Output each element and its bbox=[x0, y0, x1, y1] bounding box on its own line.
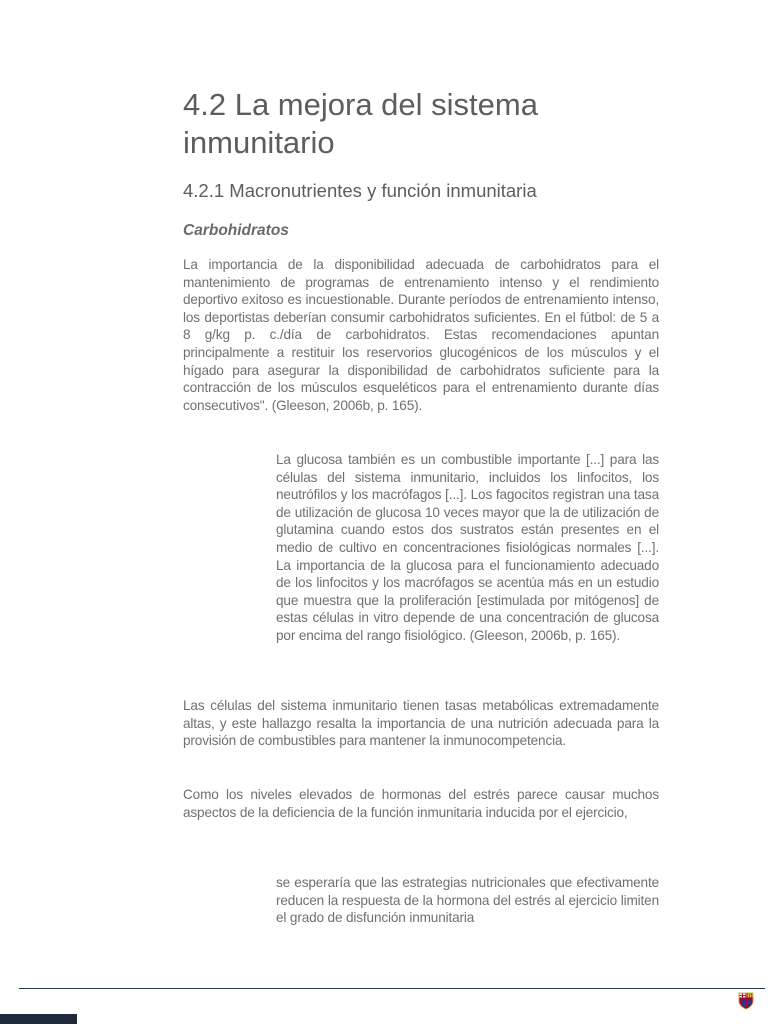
block-quote-2: se esperaría que las estrategias nutricionales que efectivamente reducen la respuesta de la hormona del estrés al ejercicio limiten el grado de disfunción inmunitaria bbox=[276, 875, 659, 926]
block-quote-1: La glucosa también es un combustible importante [...] para las células del sistema inmunitario, incluidos los linfocitos, los neutrófilos y los macrófagos [...]. Los fagocitos registran una tasa de utilización de glucosa 10 veces mayor que la de utilización de glutamina cuando estos dos sustratos están presentes en el medio de cultivo en concentraciones fisiológicas normales [...]. La importancia de la glucosa para el funcionamiento adecuado de los linfocitos y los macrófagos se acentúa más en un estudio que muestra que la proliferación [estimulada por mitógenos] de estas células in vitro depende de una concentración de glucosa por encima del rango fisiológico. (Gleeson, 2006b, p. 165). bbox=[276, 452, 659, 643]
footer-tab bbox=[0, 1014, 77, 1024]
body-paragraph-3: Como los niveles elevados de hormonas del estrés parece causar muchos aspectos de la deficiencia de la función inmunitaria inducida por el ejercicio, bbox=[183, 787, 659, 820]
body-paragraph-1: La importancia de la disponibilidad adecuada de carbohidratos para el mantenimiento de programas de entrenamiento intenso y el rendimiento deportivo exitoso es incuestionable. Durante períodos de entrenamiento intenso, los deportistas deberían consumir carbohidratos suficientes. En el fútbol: de 5 a 8 g/kg p. c./día de carbohidratos. Estas recomendaciones apuntan principalmente a restituir los reservorios glucogénicos de los músculos y el hígado para asegurar la disponibilidad de carbohidratos suficiente para la contracción de los músculos esqueléticos para el entrenamiento durante días consecutivos". (Gleeson, 2006b, p. 165). bbox=[183, 257, 659, 413]
subsection-heading: 4.2.1 Macronutrientes y función inmunitaria bbox=[183, 180, 537, 201]
section-heading: 4.2 La mejora del sistema inmunitario bbox=[183, 87, 538, 160]
topic-heading: Carbohidratos bbox=[183, 222, 289, 239]
footer-divider bbox=[19, 988, 765, 989]
club-crest-icon bbox=[738, 992, 754, 1010]
body-paragraph-2: Las células del sistema inmunitario tienen tasas metabólicas extremadamente altas, y este hallazgo resalta la importancia de una nutrición adecuada para la provisión de combustibles para mantener la inmunocompetencia. bbox=[183, 698, 659, 749]
